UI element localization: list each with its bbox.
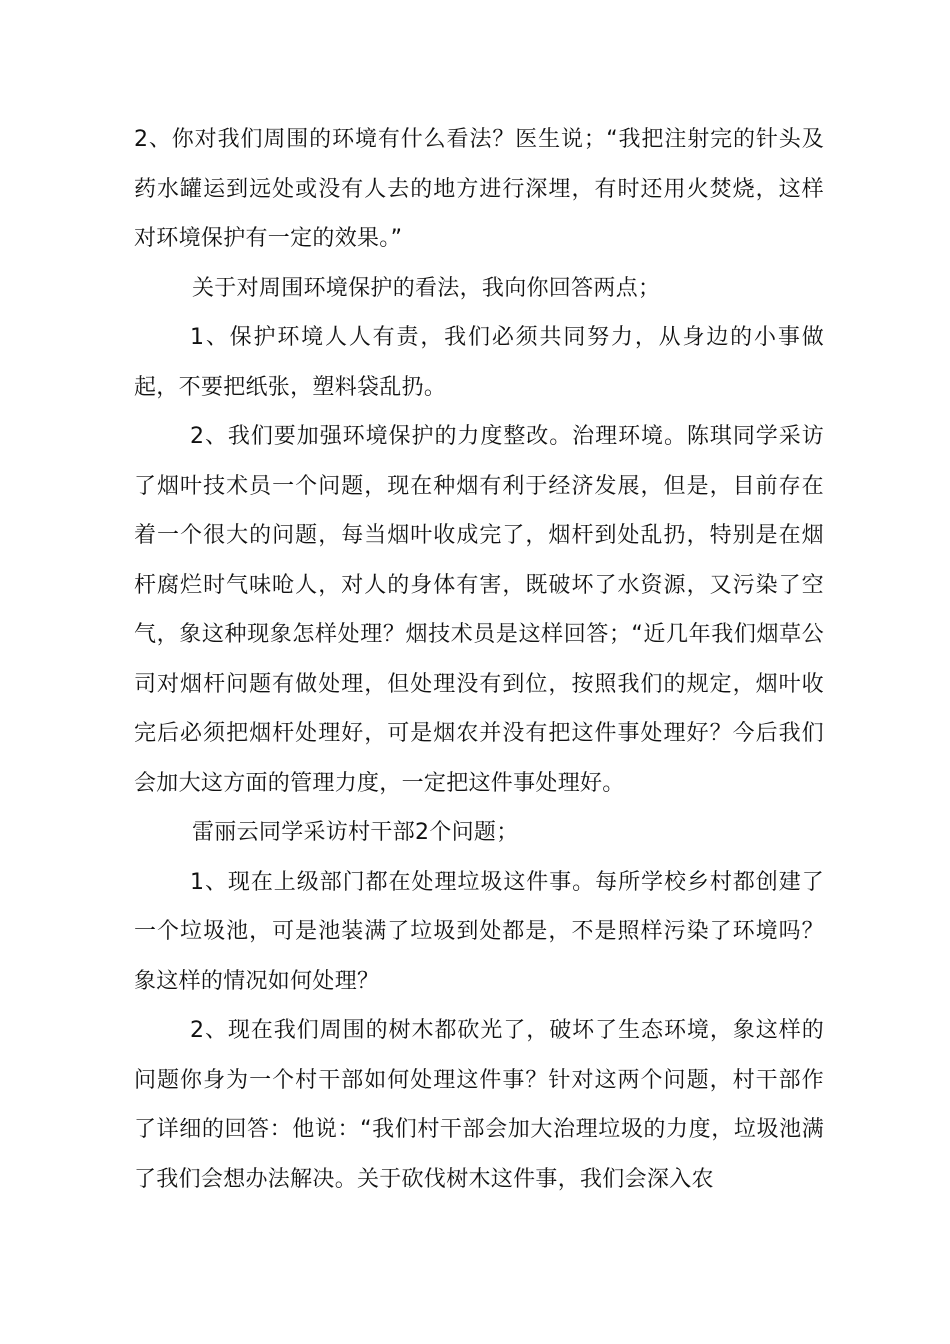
paragraph-question-trees: 2、现在我们周围的树木都砍光了，破坏了生态环境，象这样的问题你身为一个村干部如何处理这件事？针对这两个问题，村干部作了详细的回答：他说：“我们村干部会加大治理垃圾的力度，垃圾池满了我们会想办法解决。关于砍伐树木这件事，我们会深入农 xyxy=(134,1018,824,1192)
paragraph-question-garbage: 1、现在上级部门都在处理垃圾这件事。每所学校乡村都创建了一个垃圾池，可是池装满了垃圾到处都是，不是照样污染了环境吗？象这样的情况如何处理？ xyxy=(134,869,824,994)
paragraph-doctor-answer: 2、你对我们周围的环境有什么看法？医生说；“我把注射完的针头及药水罐运到远处或没有人去的地方进行深埋，有时还用火焚烧，这样对环境保护有一定的效果。” xyxy=(134,127,824,251)
paragraph-two-points-intro: 关于对周围环境保护的看法，我向你回答两点； xyxy=(192,275,661,301)
paragraph-village-cadre-intro: 雷丽云同学采访村干部2个问题； xyxy=(192,820,519,845)
paragraph-point-one: 1、保护环境人人有责，我们必须共同努力，从身边的小事做起，不要把纸张，塑料袋乱扔。 xyxy=(134,325,824,400)
paragraph-point-two-tobacco: 2、我们要加强环境保护的力度整改。治理环境。陈琪同学采访了烟叶技术员一个问题，现在种烟有利于经济发展，但是，目前存在着一个很大的问题，每当烟叶收成完了，烟杆到处乱扔，特别是在烟杆腐烂时气味呛人，对人的身体有害，既破坏了水资源，又污染了空气，象这种现象怎样处理？烟技术员是这样回答；“近几年我们烟草公司对烟杆问题有做处理，但处理没有到位，按照我们的规定，烟叶收完后必须把烟杆处理好，可是烟农并没有把这件事处理好？今后我们会加大这方面的管理力度，一定把这件事处理好。 xyxy=(134,424,824,796)
document-body xyxy=(134,115,824,1204)
